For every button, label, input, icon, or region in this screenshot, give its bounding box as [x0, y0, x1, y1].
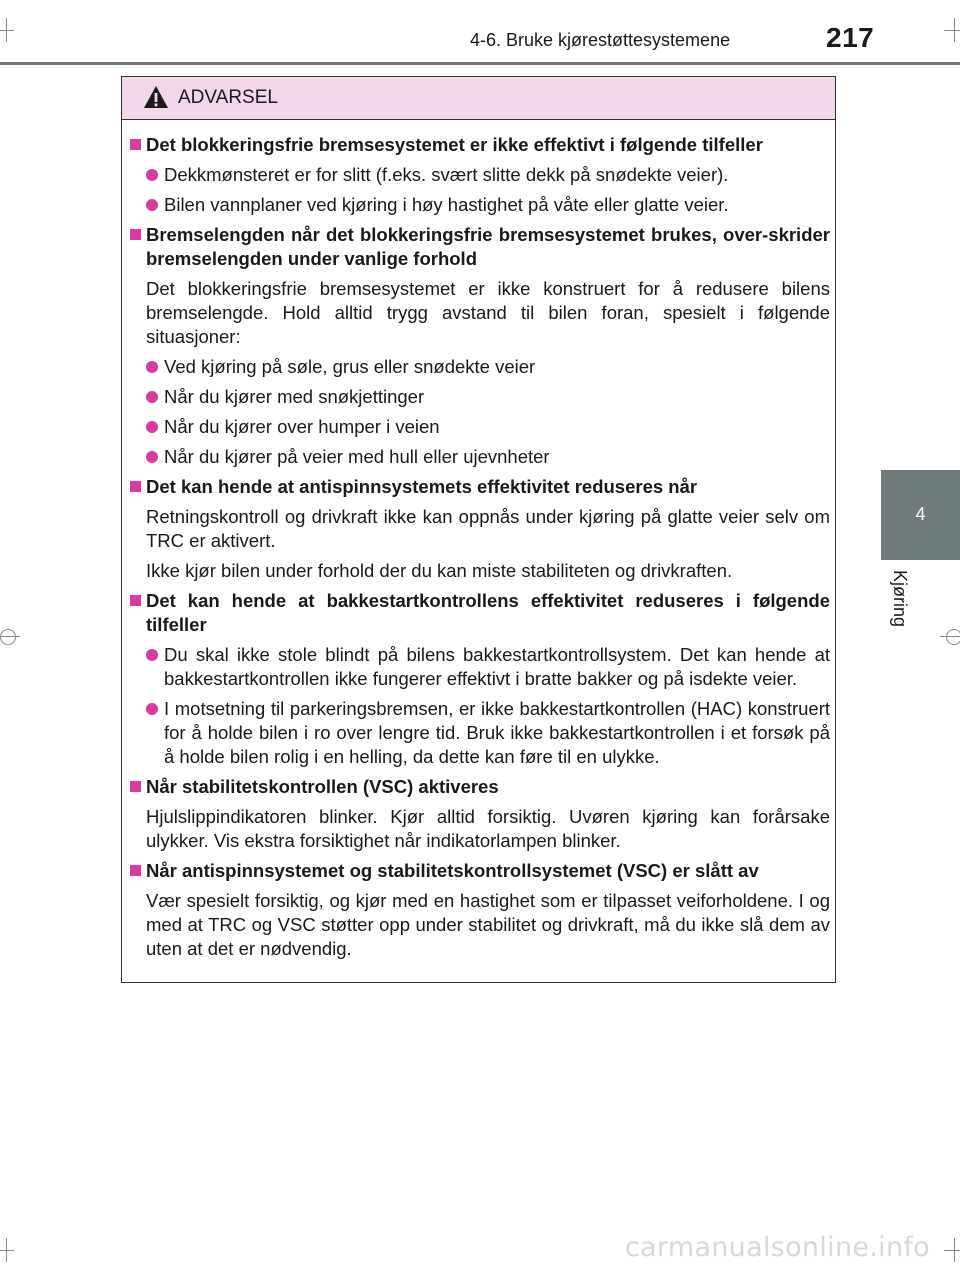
- paragraph: [130, 889, 830, 961]
- block-text: Bremselengden når det blokkeringsfrie bremsesystemet brukes, over-skrider bremselengden under vanlige forhold: [146, 224, 830, 269]
- bullet-item: [130, 193, 830, 217]
- block-text: Når antispinnsystemet og stabilitetskontrollsystemet (VSC) er slått av: [146, 860, 759, 881]
- block-text: Ved kjøring på søle, grus eller snødekte veier: [164, 356, 536, 377]
- block-text: Det blokkeringsfrie bremsesystemet er ikke effektivt i følgende tilfeller: [146, 134, 763, 155]
- block-text: Ikke kjør bilen under forhold der du kan miste stabiliteten og drivkraften.: [146, 560, 733, 581]
- section-heading: [130, 589, 830, 637]
- block-text: Det kan hende at bakkestartkontrollens effektivitet reduseres i følgende tilfeller: [146, 590, 830, 635]
- square-bullet-icon: [130, 481, 141, 492]
- block-text: Du skal ikke stole blindt på bilens bakkestartkontrollsystem. Det kan hende at bakkestartkontrollen ikke fungerer effektivt i bratte bakker og på isdekte veier.: [164, 644, 830, 689]
- block-text: I motsetning til parkeringsbremsen, er ikke bakkestartkontrollen (HAC) konstruert for å holde bilen i ro over lengre tid. Bruk ikke bakkestartkontrollen i et forsøk på å holde bilen rolig i en helling, da dette kan føre til en ulykke.: [164, 698, 830, 767]
- paragraph: [130, 805, 830, 853]
- square-bullet-icon: [130, 865, 141, 876]
- crop-mark: [0, 30, 14, 31]
- section-heading: [130, 859, 830, 883]
- crop-mark: [0, 1250, 14, 1251]
- square-bullet-icon: [130, 595, 141, 606]
- section-heading: [130, 775, 830, 799]
- section-heading: [130, 223, 830, 271]
- section-title: 4-6. Bruke kjørestøttesystemene: [470, 30, 731, 50]
- crop-mark: [954, 18, 955, 42]
- circle-bullet-icon: [146, 361, 158, 373]
- circle-bullet-icon: [146, 169, 158, 181]
- bullet-item: [130, 385, 830, 409]
- circle-bullet-icon: [146, 199, 158, 211]
- warning-title: ADVARSEL: [178, 87, 278, 108]
- warning-box: [121, 76, 836, 983]
- block-text: Vær spesielt forsiktig, og kjør med en hastighet som er tilpasset veiforholdene. I og med at TRC og VSC støtter opp under stabilitet og drivkraft, må du ikke slå dem av uten at det er nødvendig.: [146, 890, 830, 959]
- crop-mark: [944, 30, 960, 31]
- bullet-item: [130, 163, 830, 187]
- circle-bullet-icon: [146, 391, 158, 403]
- crop-mark: [944, 1250, 960, 1251]
- bullet-item: [130, 355, 830, 379]
- warning-header: [122, 77, 835, 120]
- warning-triangle-icon: [143, 85, 169, 109]
- block-text: Bilen vannplaner ved kjøring i høy hastighet på våte eller glatte veier.: [164, 194, 729, 215]
- chapter-number: 4: [915, 504, 926, 524]
- crop-mark: [954, 1238, 955, 1262]
- header-rule: [0, 62, 960, 65]
- block-text: Det kan hende at antispinnsystemets effektivitet reduseres når: [146, 476, 698, 497]
- block-text: Retningskontroll og drivkraft ikke kan oppnås under kjøring på glatte veier selv om TRC er aktivert.: [146, 506, 830, 551]
- bullet-item: [130, 643, 830, 691]
- block-text: Det blokkeringsfrie bremsesystemet er ikke konstruert for å redusere bilens bremselengde. Hold alltid trygg avstand til bilen foran, spesielt i følgende situasjoner:: [146, 278, 830, 347]
- bullet-item: [130, 445, 830, 469]
- bullet-item: [130, 415, 830, 439]
- crop-mark: [6, 18, 7, 42]
- block-text: Når stabilitetskontrollen (VSC) aktiveres: [146, 776, 499, 797]
- block-text: Når du kjører over humper i veien: [164, 416, 440, 437]
- circle-bullet-icon: [146, 703, 158, 715]
- block-text: Når du kjører med snøkjettinger: [164, 386, 425, 407]
- block-text: Hjulslippindikatoren blinker. Kjør alltid forsiktig. Uvøren kjøring kan forårsake ulykker. Vis ekstra forsiktighet når indikatorlampen blinker.: [146, 806, 830, 851]
- block-text: Når du kjører på veier med hull eller ujevnheter: [164, 446, 550, 467]
- circle-bullet-icon: [146, 649, 158, 661]
- square-bullet-icon: [130, 229, 141, 240]
- chapter-label: Kjøring: [890, 570, 910, 628]
- crop-mark: [946, 629, 960, 645]
- paragraph: [130, 505, 830, 553]
- circle-bullet-icon: [146, 421, 158, 433]
- section-heading: [130, 133, 830, 157]
- square-bullet-icon: [130, 139, 141, 150]
- paragraph: [130, 277, 830, 349]
- chapter-tab: [881, 470, 960, 560]
- bullet-item: [130, 697, 830, 769]
- page-number: 217: [826, 22, 875, 53]
- crop-mark: [6, 1238, 7, 1262]
- watermark: carmanualsonline.info: [624, 1232, 930, 1263]
- warning-content: [130, 133, 830, 967]
- crop-mark: [0, 629, 16, 645]
- section-heading: [130, 475, 830, 499]
- block-text: Dekkmønsteret er for slitt (f.eks. svært slitte dekk på snødekte veier).: [164, 164, 729, 185]
- paragraph: [130, 559, 830, 583]
- circle-bullet-icon: [146, 451, 158, 463]
- square-bullet-icon: [130, 781, 141, 792]
